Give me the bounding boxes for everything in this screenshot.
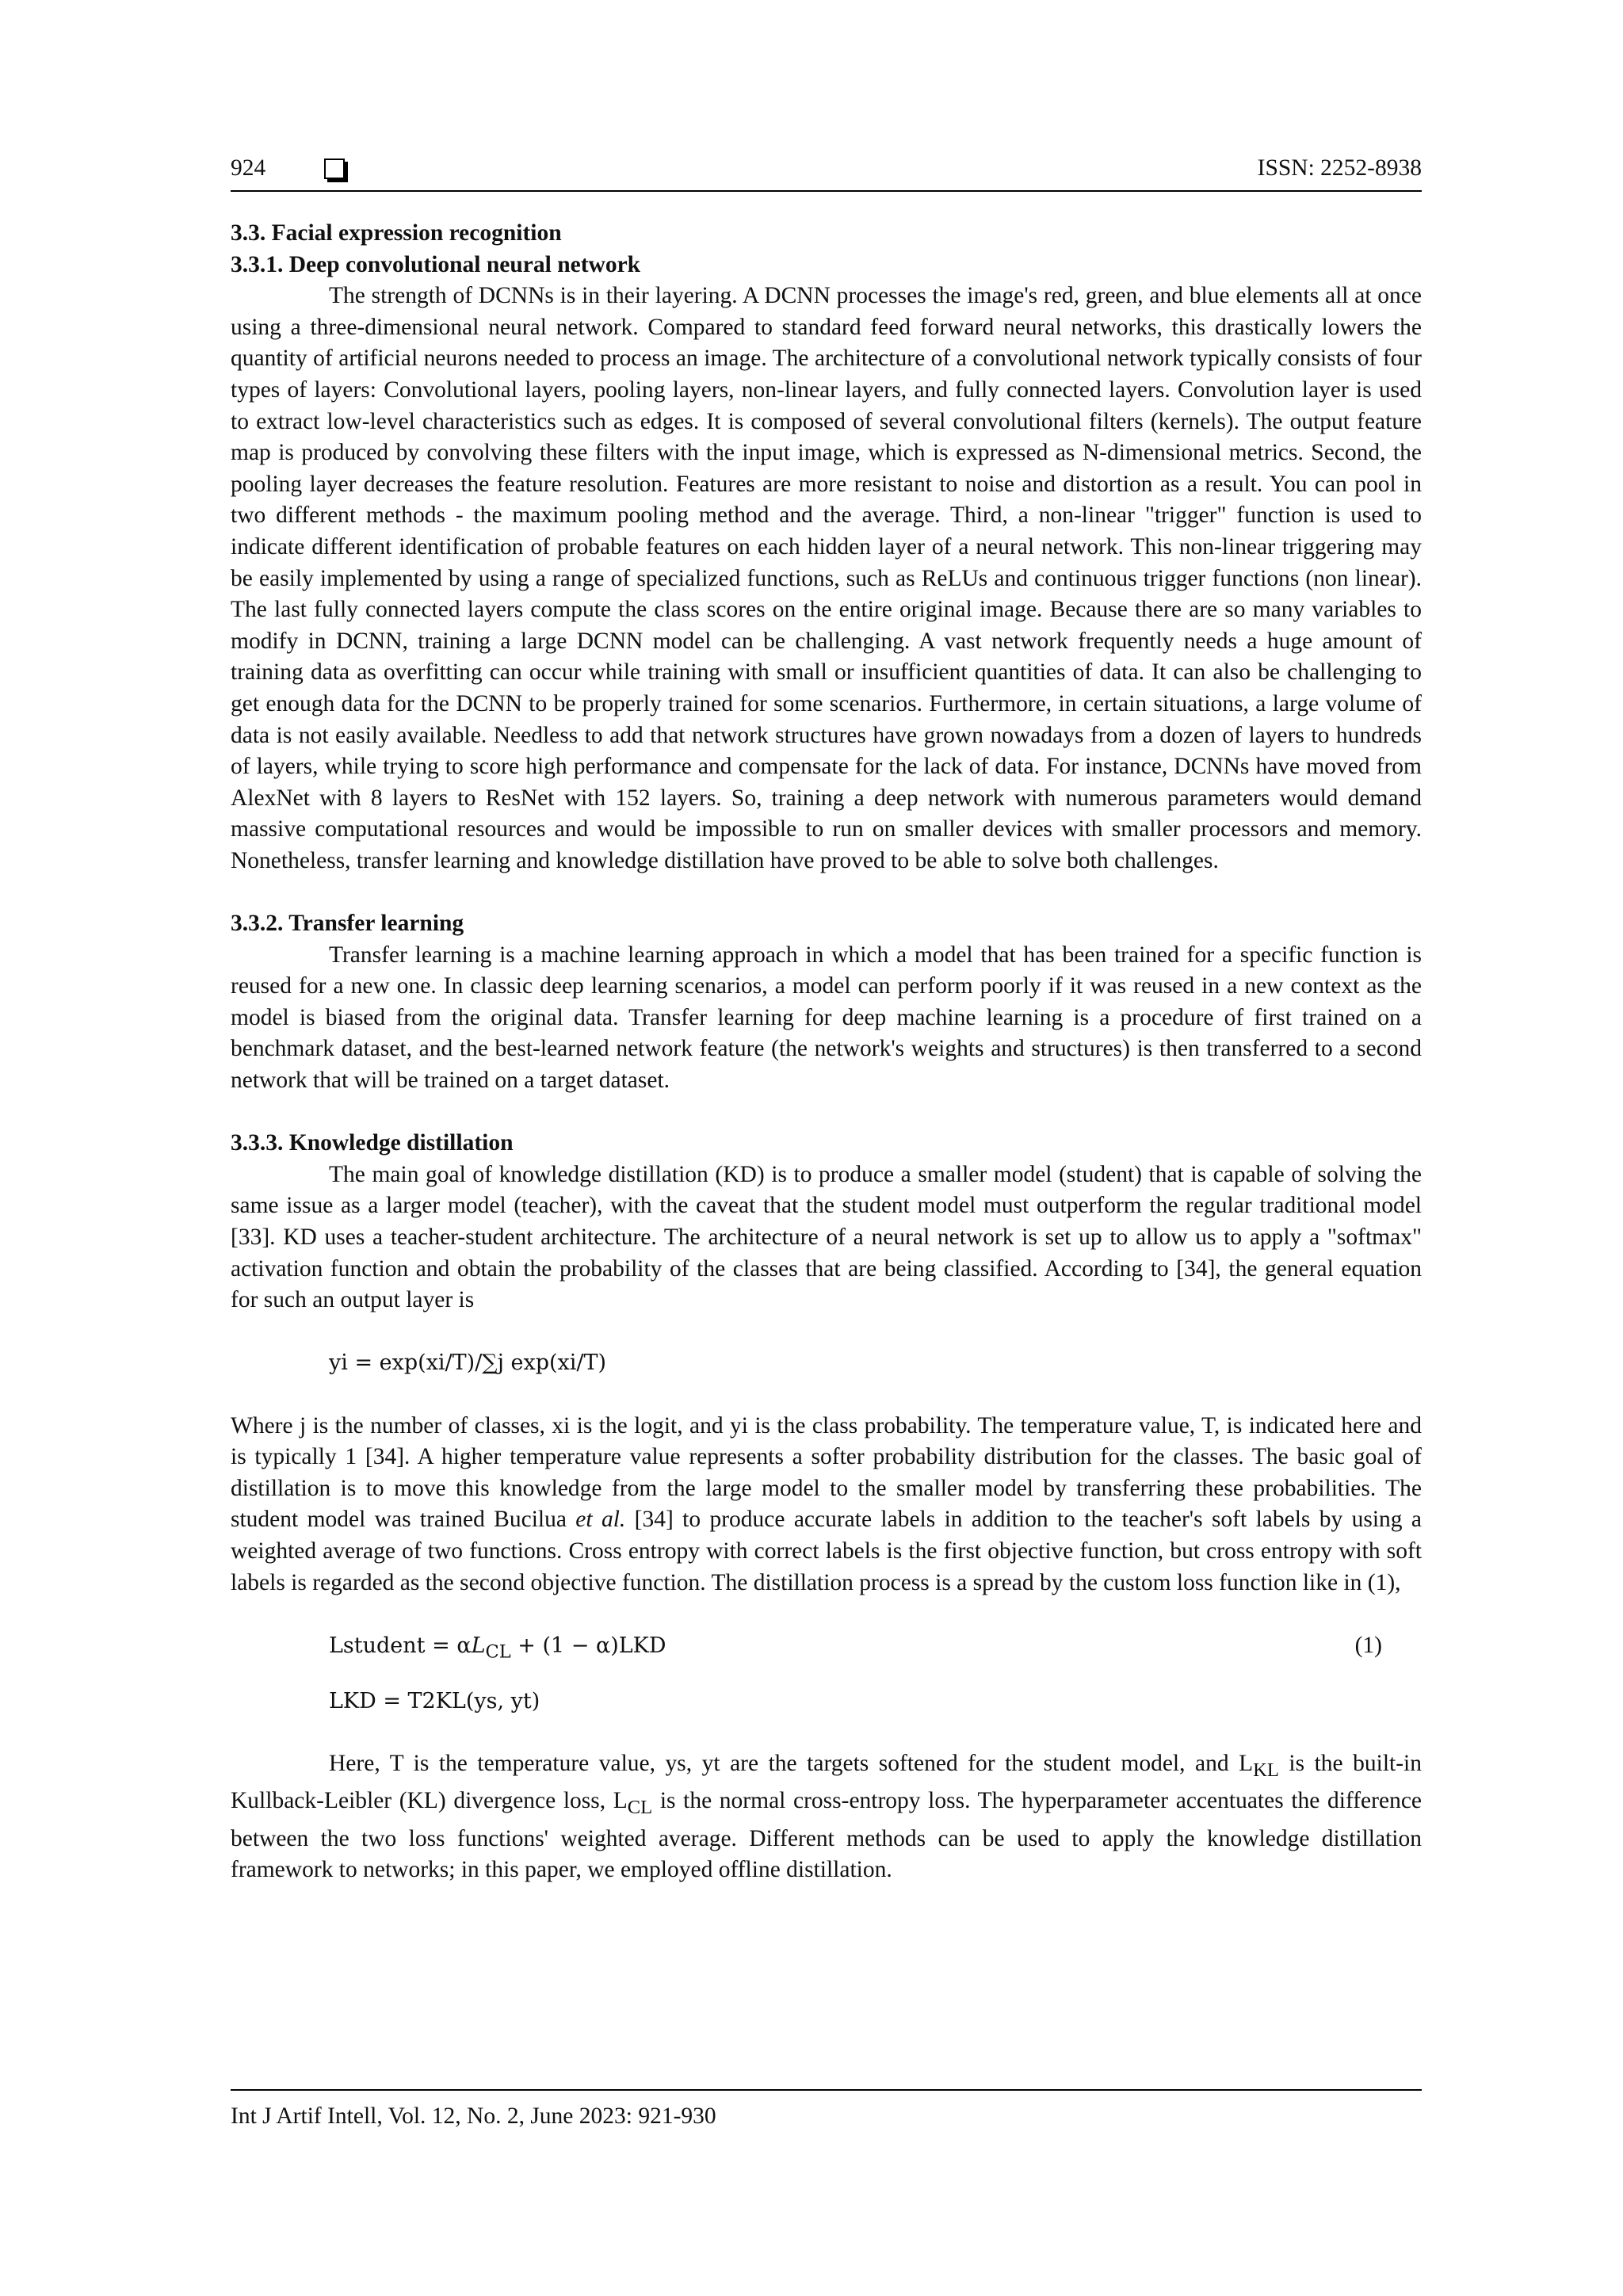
et-al: et al. [575, 1507, 626, 1533]
paragraph-kd-loss-explanation: Here, T is the temperature value, ys, yt are the targets softened for the student model, and $L_{KL}$ is the built-in Kullback-Leibler (KL) divergence loss, $L_{CL}$ is the normal cross-entropy loss. The hyperparameter accentuates the difference between the two loss functions' weighted average. Different methods can be used to apply the knowledge distillation framework to networks; in this paper, we employed offline distillation. [231, 1750, 1423, 1883]
subsection-heading-dcnn: 3.3.1. Deep convolutional neural network [231, 251, 641, 277]
issn: ISSN: 2252-8938 [1257, 155, 1422, 181]
equation-1-loss: Lstudent = $\alpha L_{CL} + (1 - \alpha)LKD$ (1) [231, 1630, 1422, 1668]
equation-lkd: LKD = T2KL(ys, yt) [329, 1688, 540, 1713]
section-heading: 3.3. Facial expression recognition [231, 220, 562, 246]
paragraph-kd-intro: The main goal of knowledge distillation (KD) is to produce a smaller model (student) that is capable of solving the same issue as a larger model (teacher), with the caveat that the student model must outperform the regular traditional model [33]. KD uses a teacher-student architecture. The architecture of a neural network is set up to allow us to apply a "softmax" activation function and obtain the probability of the classes that are being classified. According to [34], the general equation for such an output layer is [231, 1161, 1422, 1313]
header-rule [231, 190, 1422, 192]
page-footer: Int J Artif Intell, Vol. 12, No. 2, June 2023: 921-930 [231, 2103, 716, 2129]
body-content [231, 218, 1422, 1886]
equation-softmax: yi = exp(xi/T)/∑j exp(xi/T) [329, 1350, 607, 1376]
page-number: 924 [231, 155, 266, 181]
footer-rule [231, 2089, 1422, 2091]
paragraph-kd-temperature: Where j is the number of classes, xi is the logit, and yi is the class probability. The temperature value, T, is indicated here and is typically 1 [34]. A higher temperature value represents a softer probability distribution for the classes. The basic goal of distillation is to move this knowledge from the large model to the smaller model by transferring these probabilities. The student model was trained Bucilua et al. [34] to produce accurate labels in addition to the teacher's soft labels by using a weighted average of two functions. Cross entropy with correct labels is the first objective function, but cross entropy with soft labels is regarded as the second objective function. The distillation process is a spread by the custom loss function like in (1), [231, 1412, 1422, 1595]
paragraph-dcnn: The strength of DCNNs is in their layering. A DCNN processes the image's red, green, and blue elements all at once using a three-dimensional neural network. Compared to standard feed forward neural networks, this drastically lowers the quantity of artificial neurons needed to process an image. The architecture of a convolutional network typically consists of four types of layers: Convolutional layers, pooling layers, non-linear layers, and fully connected layers. Convolution layer is used to extract low-level characteristics such as edges. It is composed of several convolutional filters (kernels). The output feature map is produced by convolving these filters with the input image, which is expressed as N-dimensional metrics. Second, the pooling layer decreases the feature resolution. Features are more resistant to noise and distortion as a result. You can pool in two different methods - the maximum pooling method and the average. Third, a non-linear "trigger" function is used to indicate different identification of probable features on each hidden layer of a neural network. This non-linear triggering may be easily implemented by using a range of specialized functions, such as ReLUs and continuous trigger functions (non linear). The last fully connected layers compute the class scores on the entire original image. Because there are so many variables to modify in DCNN, training a large DCNN model can be challenging. A vast network frequently needs a huge amount of training data as overfitting can occur while training with small or insufficient quantities of data. It can also be challenging to get enough data for the DCNN to be properly trained for some scenarios. Furthermore, in certain situations, a large volume of data is not easily available. Needless to add that network structures have grown nowadays from a dozen of layers to hundreds of layers, while trying to score high performance and compensate for the lack of data. For instance, DCNNs have moved from AlexNet with 8 layers to ResNet with 152 layers. So, training a deep network with numerous parameters would demand massive computational resources and would be impossible to run on smaller devices with smaller processors and memory. Nonetheless, transfer learning and knowledge distillation have proved to be able to solve both challenges. [231, 283, 1422, 873]
equation-number: (1) [1354, 1632, 1382, 1658]
subsection-heading-knowledge-distillation: 3.3.3. Knowledge distillation [231, 1130, 514, 1156]
square-bullet-icon [324, 159, 345, 179]
page-header [231, 155, 1422, 190]
subsection-heading-transfer-learning: 3.3.2. Transfer learning [231, 911, 464, 937]
paragraph-transfer-learning: Transfer learning is a machine learning approach in which a model that has been trained for a specific function is reused for a new one. In classic deep learning scenarios, a model can perform poorly if it was reused in a new context as the model is biased from the original data. Transfer learning for deep machine learning is a procedure of first trained on a benchmark dataset, and the best-learned network feature (the network's weights and structures) is then transferred to a second network that will be trained on a target dataset. [231, 942, 1422, 1094]
